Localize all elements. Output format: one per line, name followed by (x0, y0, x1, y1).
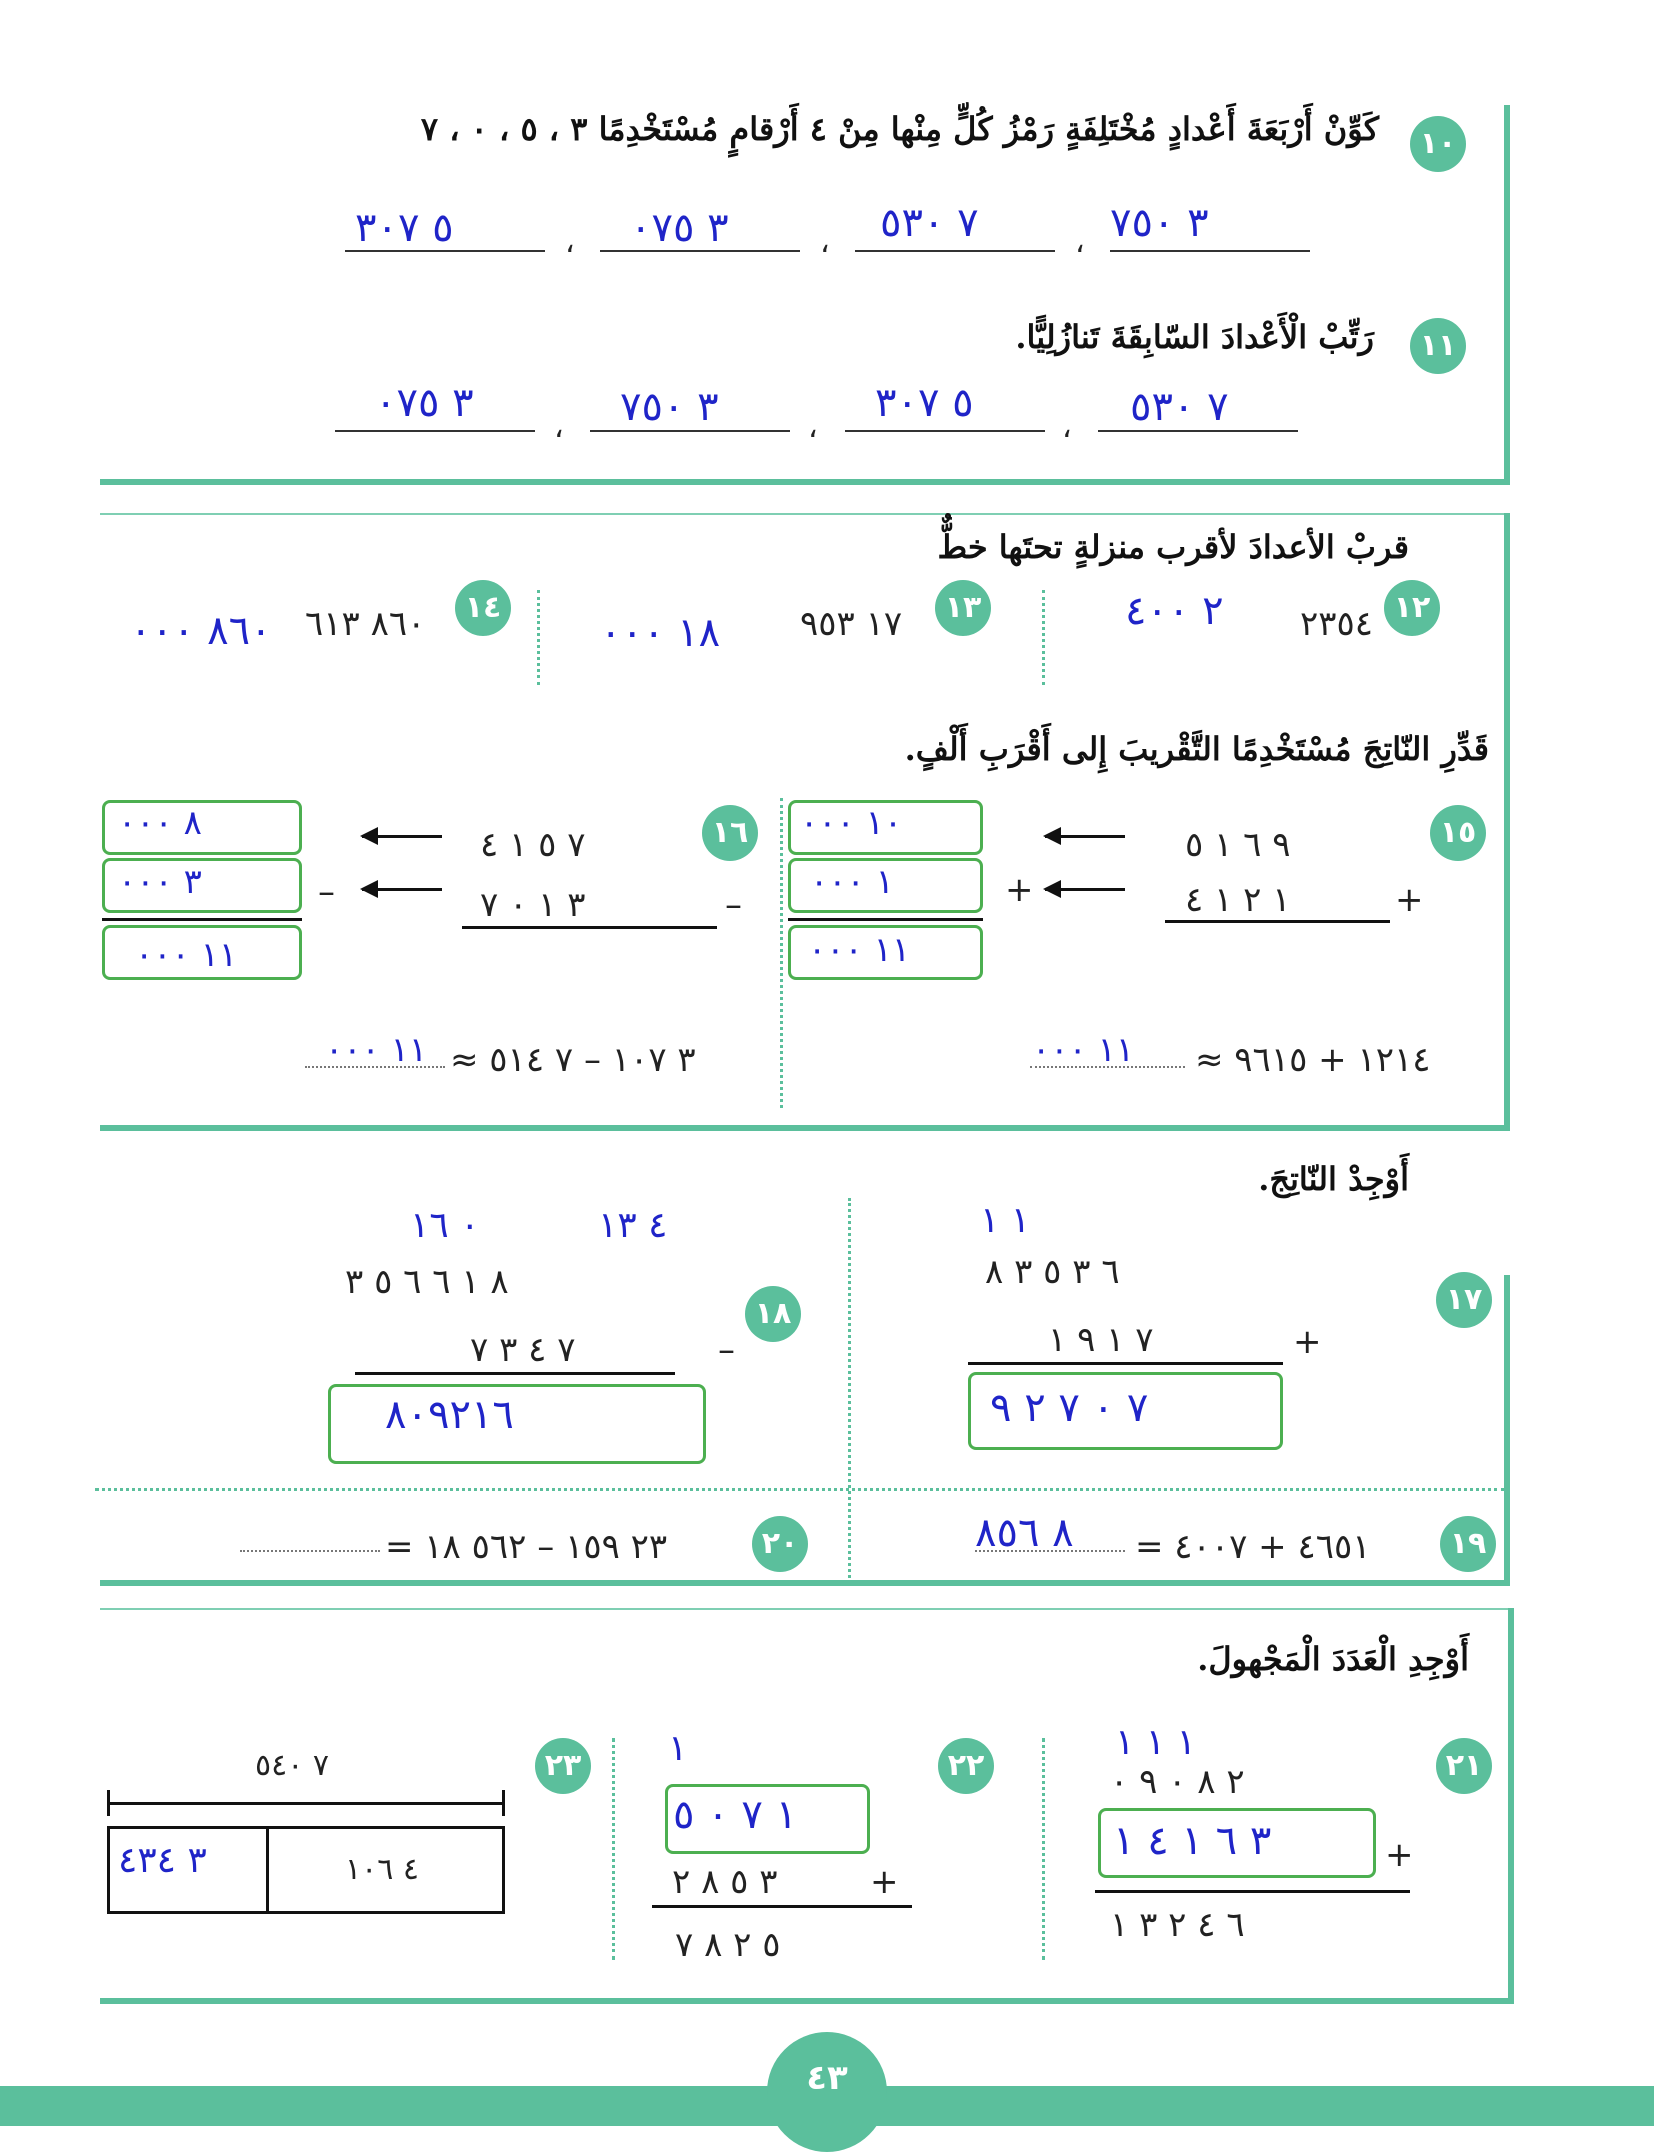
question-number-12: ١٢ (1384, 580, 1440, 636)
panel-border (1504, 513, 1510, 1131)
separator: ، (1062, 410, 1072, 445)
unknown-title: أَوْجِدِ الْعَدَدَ الْمَجْهولَ. (1197, 1640, 1469, 1678)
panel-border (1508, 1608, 1514, 2003)
answer-line (335, 430, 535, 432)
panel-border (1504, 105, 1510, 485)
q19-answer: ٨ ٨٥٦ (975, 1510, 1074, 1556)
question-number-23: ٢٣ (535, 1738, 591, 1794)
q16-bottom: ٣ ١ ٠ ٧ (480, 885, 586, 925)
number-12: ٢٣٥٤ (1300, 604, 1374, 644)
arrow-left-icon (1045, 835, 1125, 838)
plus-sign: + (1395, 880, 1424, 920)
q17-carry: ١ ١ (980, 1200, 1031, 1241)
answer-13: ١٨ ٠٠٠ (600, 610, 721, 656)
arrow-left-icon (1045, 888, 1125, 891)
arrow-left-icon (362, 888, 442, 891)
divider (537, 590, 540, 685)
difference-line (462, 926, 717, 929)
question-number-22: ٢٢ (938, 1738, 994, 1794)
q15-expression: ≈ ١٢١٤ + ٩٦١٥ (1195, 1040, 1431, 1080)
q16-rounded-1: ٨ ٠٠٠ (118, 803, 202, 843)
divider (95, 1488, 1505, 1491)
page-number: ٤٣ (767, 2032, 887, 2152)
sum-line (788, 918, 983, 921)
plus-sign: + (1005, 870, 1034, 910)
q18-top: ٨ ١ ٦ ٦ ٥ ٣ (345, 1262, 509, 1302)
q17-bottom: ٧ ١ ٩ ١ (1048, 1320, 1154, 1360)
q23-answer: ٣ ٤٣٤ (118, 1840, 207, 1881)
question-number-18: ١٨ (745, 1286, 801, 1342)
number-13: ١٧ ٩٥٣ (800, 604, 903, 644)
answer-11-2: ٥ ٣٠٧ (875, 380, 974, 426)
answer-line (855, 250, 1055, 252)
q23-total: ٧ ٥٤٠ (255, 1748, 330, 1783)
difference-line (355, 1372, 675, 1375)
answer-line (845, 430, 1045, 432)
answer-line (590, 430, 790, 432)
answer-dots (240, 1550, 380, 1552)
q18-borrow-1: ٠ ١٦ (410, 1205, 480, 1246)
plus-sign: + (870, 1862, 899, 1902)
divider (1042, 1738, 1045, 1960)
q16-top: ٧ ٥ ١ ٤ (480, 825, 586, 865)
separator: ، (1075, 225, 1085, 260)
answer-11-1: ٧ ٥٣٠ (1130, 384, 1229, 430)
q22-answer: ١ ٧ ٠ ٥ (673, 1792, 798, 1838)
answer-11-3: ٣ ٧٥٠ (620, 384, 719, 430)
q22-bottom: ٥ ٢ ٨ ٧ (675, 1925, 781, 1965)
sum-line (1165, 920, 1390, 923)
separator: ، (808, 410, 818, 445)
separator: ، (820, 225, 830, 260)
question-number-15: ١٥ (1430, 805, 1486, 861)
q16-answer: ١١ ٠٠٠ (325, 1030, 428, 1070)
answer-10-3: ٣ ٠٧٥ (630, 205, 729, 251)
q23-known: ٤ ١٠٦ (345, 1852, 420, 1887)
q17-answer: ٧ ٠ ٧ ٢ ٩ (990, 1385, 1149, 1431)
minus-sign: – (318, 872, 335, 912)
question-number-16: ١٦ (702, 805, 758, 861)
question-number-14: ١٤ (455, 580, 511, 636)
panel-border (100, 479, 1510, 485)
plus-sign: + (1293, 1322, 1322, 1362)
q16-rounded-2: ٣ ٠٠٠ (118, 862, 202, 902)
answer-14: ٨٦٠ ٠٠٠ (130, 608, 272, 654)
bar-model-tick (502, 1790, 505, 1816)
q18-answer: ٨٠٩٢١٦ (385, 1392, 514, 1438)
result-title: أَوْجِدْ النّاتِجَ. (1258, 1160, 1409, 1198)
minus-sign: – (718, 1330, 735, 1370)
q20-expression: = ٢٣ ١٥٩ – ٥٦٢ ١٨ (385, 1527, 668, 1567)
sum-line (652, 1905, 912, 1908)
question-11-text: رَتِّبْ الْأَعْدادَ السّابِقَةَ تَنازُلِيًّا. (1015, 318, 1374, 356)
question-number-17: ١٧ (1436, 1272, 1492, 1328)
divider (780, 798, 783, 1108)
minus-sign: – (725, 885, 742, 925)
question-number-13: ١٣ (935, 580, 991, 636)
sum-line (968, 1362, 1283, 1365)
answer-12: ٢ ٤٠٠ (1125, 588, 1224, 634)
panel-border (100, 1125, 1510, 1131)
sum-line (1095, 1890, 1410, 1893)
bar-model-top-line (107, 1802, 505, 1805)
question-number-10: ١٠ (1410, 116, 1466, 172)
answer-line (345, 250, 545, 252)
plus-sign: + (1385, 1835, 1414, 1875)
q21-carry: ١ ١ ١ (1115, 1722, 1196, 1763)
panel-border (100, 1998, 1514, 2004)
divider (848, 1198, 851, 1583)
q15-rounded-result: ١١ ٠٠٠ (808, 930, 911, 970)
bar-model-divider (266, 1826, 269, 1914)
q21-top: ٢ ٨ ٠ ٩ ٠ (1110, 1762, 1245, 1802)
q21-bottom: ٦ ٤ ٢ ٣ ١ (1110, 1905, 1245, 1945)
q16-expression: ≈ ٣ ١٠٧ – ٧ ٥١٤ (450, 1040, 696, 1080)
question-10-text: كَوِّنْ أَرْبَعَةَ أَعْدادٍ مُخْتَلِفَةٍ رَمْزُ كُلٍّ مِنْها مِنْ ٤ أَرْقامٍ مُسْتَخْدِمًا ٣ ، ٥ ، ٠ ، ٧ (420, 110, 1379, 148)
difference-line (102, 918, 302, 921)
answer-10-2: ٧ ٥٣٠ (880, 200, 979, 246)
bar-model-tick (107, 1790, 110, 1816)
answer-10-1: ٣ ٧٥٠ (1110, 200, 1209, 246)
divider (612, 1738, 615, 1960)
q18-borrow-2: ٤ ١٣ (598, 1205, 668, 1246)
panel-border (1504, 1275, 1510, 1585)
q15-bottom: ١ ٢ ١ ٤ (1185, 880, 1291, 920)
q15-answer: ١١ ٠٠٠ (1032, 1030, 1135, 1070)
question-number-21: ٢١ (1436, 1738, 1492, 1794)
number-14: ٨٦٠ ٦١٣ (305, 604, 426, 644)
rounding-title: قربْ الأعدادَ لأقرب منزلةٍ تحتَها خطٌّ (937, 528, 1409, 566)
q18-bottom: ٧ ٤ ٣ ٧ (470, 1330, 576, 1370)
answer-10-4: ٥ ٣٠٧ (355, 205, 454, 251)
q21-answer: ٣ ٦ ١ ٤ ١ (1113, 1818, 1272, 1864)
question-number-20: ٢٠ (752, 1516, 808, 1572)
answer-11-4: ٣ ٠٧٥ (375, 380, 474, 426)
question-number-19: ١٩ (1440, 1516, 1496, 1572)
arrow-left-icon (362, 835, 442, 838)
divider (1042, 590, 1045, 685)
panel-border (100, 1580, 1510, 1586)
question-number-11: ١١ (1410, 318, 1466, 374)
q17-top: ٦ ٣ ٥ ٣ ٨ (985, 1252, 1120, 1292)
separator: ، (554, 410, 564, 445)
separator: ، (565, 225, 575, 260)
q22-middle: ٣ ٥ ٨ ٢ (672, 1862, 778, 1902)
panel-border (100, 513, 1510, 515)
q15-top: ٩ ٦ ١ ٥ (1185, 825, 1291, 865)
q22-carry: ١ (668, 1728, 688, 1769)
q15-rounded-1: ١٠ ٠٠٠ (800, 803, 903, 843)
answer-line (1110, 250, 1310, 252)
q19-expression: = ٤٦٥١ + ٤٠٠٧ (1135, 1527, 1371, 1567)
answer-line (600, 250, 800, 252)
answer-line (1098, 430, 1298, 432)
q16-rounded-result: ١١ ٠٠٠ (135, 935, 238, 975)
q15-rounded-2: ١ ٠٠٠ (810, 862, 894, 902)
panel-border (100, 1608, 1510, 1610)
estimate-title: قَدِّرِ النّاتِجَ مُسْتَخْدِمًا التَّقْريبَ إِلى أَقْرَبِ أَلْفٍ. (904, 730, 1489, 768)
